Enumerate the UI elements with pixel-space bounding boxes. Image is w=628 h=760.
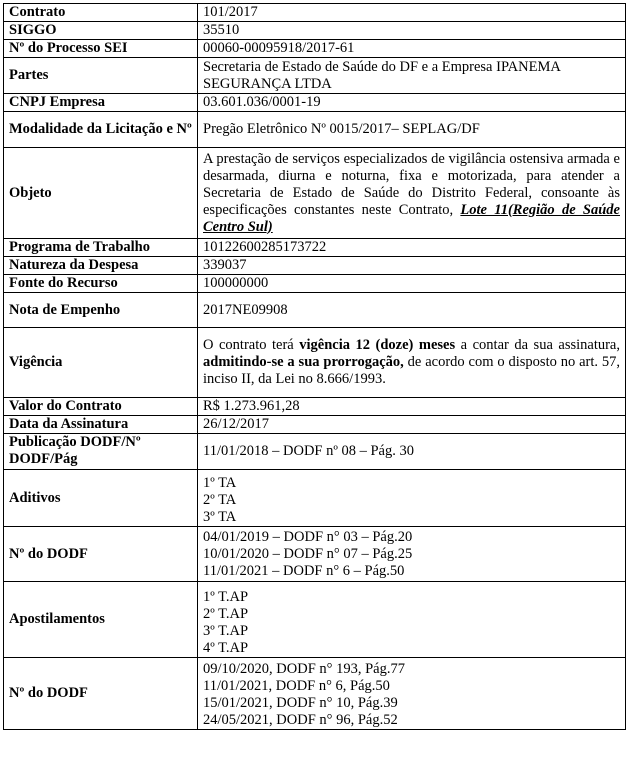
label-modalidade: Modalidade da Licitação e Nº [4,112,198,148]
vigencia-part3: a contar da sua assinatura, [460,337,620,353]
apostilamento-item: 3º T.AP [203,623,249,639]
value-partes: Secretaria de Estado de Saúde do DF e a Empresa IPANEMA SEGURANÇA LTDA [198,58,626,94]
label-vigencia: Vigência [4,328,198,398]
value-vigencia [198,328,626,398]
vigencia-part1: O contrato terá [203,337,294,353]
value-natureza: 339037 [198,257,626,275]
label-valor: Valor do Contrato [4,398,198,416]
label-siggo: SIGGO [4,22,198,40]
row-vigencia [4,328,626,398]
row-apostilamentos [4,582,626,658]
label-dodf-aditivos: Nº do DODF [4,527,198,582]
row-modalidade [4,112,626,148]
row-fonte [4,275,626,293]
objeto-lote: Lote 11(Região de Saúde Centro Sul) [203,201,620,235]
value-aditivos [198,470,626,527]
value-modalidade: Pregão Eletrônico Nº 0015/2017– SEPLAG/DF [198,112,626,148]
vigencia-duration: vigência 12 (doze) meses [299,337,456,353]
row-partes [4,58,626,94]
apostilamento-item: 2º T.AP [203,606,249,622]
dodf-aditivo-item: 04/01/2019 – DODF n° 03 – Pág.20 [203,528,413,545]
dodf-apostilamento-item: 24/05/2021, DODF n° 96, Pág.52 [203,712,398,728]
value-dodf-aditivos [198,527,626,582]
row-processo [4,40,626,58]
label-publicacao: Publicação DODF/Nº DODF/Pág [4,434,198,470]
label-natureza: Natureza da Despesa [4,257,198,275]
value-programa: 10122600285173722 [198,239,626,257]
value-valor: R$ 1.273.961,28 [198,398,626,416]
value-objeto [198,148,626,239]
row-dodf-apostilamentos [4,658,626,730]
row-valor [4,398,626,416]
value-apostilamentos [198,582,626,658]
row-programa [4,239,626,257]
value-assinatura: 26/12/2017 [198,416,626,434]
dodf-apostilamento-item: 09/10/2020, DODF n° 193, Pág.77 [203,661,405,677]
label-contrato: Contrato [4,4,198,22]
label-fonte: Fonte do Recurso [4,275,198,293]
dodf-aditivo-item: 11/01/2021 – DODF n° 6 – Pág.50 [203,562,405,579]
vigencia-part5: de acordo com o disposto no art. 57, inciso II, da Lei no 8.666/1993. [203,354,620,387]
row-objeto [4,148,626,239]
value-siggo: 35510 [198,22,626,40]
row-contrato [4,4,626,22]
apostilamento-item: 4º T.AP [203,640,249,656]
label-empenho: Nota de Empenho [4,293,198,328]
label-processo: Nº do Processo SEI [4,40,198,58]
value-dodf-apostilamentos [198,658,626,730]
label-programa: Programa de Trabalho [4,239,198,257]
row-dodf-aditivos [4,527,626,582]
label-dodf-apostilamentos: Nº do DODF [4,658,198,730]
row-assinatura [4,416,626,434]
row-natureza [4,257,626,275]
label-assinatura: Data da Assinatura [4,416,198,434]
value-publicacao: 11/01/2018 – DODF nº 08 – Pág. 30 [198,434,626,470]
vigencia-prorrogacao: admitindo-se a sua prorrogação, [203,354,404,370]
label-partes: Partes [4,58,198,94]
value-contrato: 101/2017 [198,4,626,22]
value-processo: 00060-00095918/2017-61 [198,40,626,58]
row-siggo [4,22,626,40]
row-aditivos [4,470,626,527]
value-empenho: 2017NE09908 [198,293,626,328]
aditivo-item: 1º TA [203,475,237,491]
label-objeto: Objeto [4,148,198,239]
row-cnpj [4,94,626,112]
dodf-apostilamento-item: 11/01/2021, DODF n° 6, Pág.50 [203,678,390,694]
label-apostilamentos: Apostilamentos [4,582,198,658]
objeto-text: A prestação de serviços especializados de vigilância ostensiva armada e desarmada, diurna e noturna, fixa e motorizada, para atender a Secretaria de Estado de Saúde do Distrito Federal, consoante às especificações constantes neste Contrato, [203,150,620,218]
value-cnpj: 03.601.036/0001-19 [198,94,626,112]
dodf-aditivo-item: 10/01/2020 – DODF n° 07 – Pág.25 [203,545,413,562]
row-empenho [4,293,626,328]
label-aditivos: Aditivos [4,470,198,527]
row-publicacao [4,434,626,470]
contract-summary-table [3,3,626,730]
label-cnpj: CNPJ Empresa [4,94,198,112]
apostilamento-item: 1º T.AP [203,589,249,605]
value-fonte: 100000000 [198,275,626,293]
aditivo-item: 2º TA [203,492,237,508]
dodf-apostilamento-item: 15/01/2021, DODF n° 10, Pág.39 [203,695,398,711]
aditivo-item: 3º TA [203,509,237,525]
